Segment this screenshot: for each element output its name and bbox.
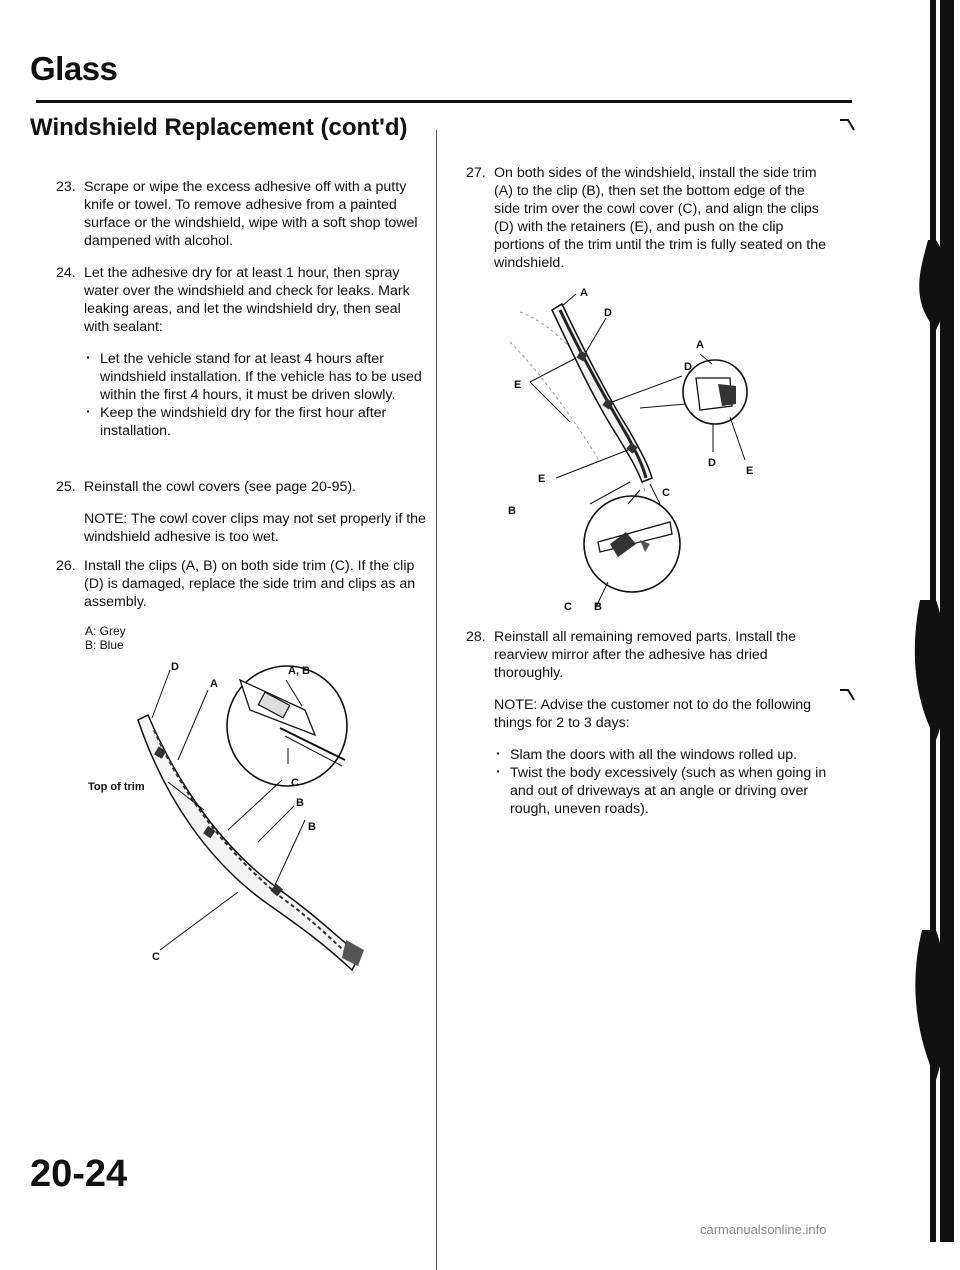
figure-label: B — [508, 505, 516, 517]
step-text: Reinstall the cowl covers (see page 20-95). — [84, 479, 357, 495]
page-number: 20-24 — [30, 1153, 128, 1195]
legend-blue: B: Blue — [85, 638, 124, 652]
figure-label: E — [514, 379, 522, 391]
step-text: Install the clips (A, B) on both side trim (C). If the clip (D) is damaged, replace the side trim and clips as an assembly. — [84, 558, 416, 610]
bullet-item: · Twist the body excessively (such as when going in and out of driveways at an angle or driving over rough, uneven roads). — [494, 764, 834, 818]
figure-label: A — [696, 339, 704, 351]
figure-label: E — [746, 465, 754, 477]
step-text: On both sides of the windshield, install the side trim (A) to the clip (B), then set the bottom edge of the side trim over the cowl cover (C), and align the clips (D) with the retainers (E), and push on the clip portions of the trim until the trim is fully seated on the windshield. — [494, 165, 826, 271]
figure-label: C — [564, 601, 572, 613]
page-edge-marks — [840, 0, 960, 1242]
figure-label: C — [291, 777, 299, 789]
figure-label: D — [171, 661, 179, 673]
step-note: NOTE: Advise the customer not to do the following things for 2 to 3 days: — [494, 697, 812, 731]
bullet-item: · Keep the windshield dry for the first hour after installation. — [84, 404, 429, 440]
figure-label: B — [296, 797, 304, 809]
bullet-list — [494, 746, 834, 818]
install-trim-figure — [500, 282, 820, 622]
step-number: 24. — [56, 265, 76, 281]
section-title: Windshield Replacement (cont'd) — [30, 114, 408, 141]
side-trim-figure — [60, 640, 400, 985]
legend-grey: A: Grey — [85, 624, 126, 638]
bullet-item: · Let the vehicle stand for at least 4 hours after windshield installation. If the vehicle has to be used within the first 4 hours, it must be driven slowly. — [84, 350, 429, 404]
figure-label: B — [594, 601, 602, 613]
step-number: 25. — [56, 479, 76, 495]
figure-label: B — [308, 821, 316, 833]
page-header-title: Glass — [30, 50, 118, 87]
step-number: 26. — [56, 558, 76, 574]
figure-label: A — [210, 678, 218, 690]
bullet-list — [84, 350, 429, 440]
figure-label: D — [604, 307, 612, 319]
step-note: NOTE: The cowl cover clips may not set properly if the windshield adhesive is too wet. — [84, 511, 426, 545]
step-text: Scrape or wipe the excess adhesive off with a putty knife or towel. To remove adhesive from a painted surface or the windshield, wipe with a soft shop towel dampened with alcohol. — [84, 179, 418, 249]
step-number: 27. — [466, 165, 486, 181]
figure-label: Top of trim — [88, 781, 145, 793]
watermark: carmanualsonline.info — [700, 1222, 827, 1237]
figure-label: D — [684, 361, 692, 373]
bullet-item: · Slam the doors with all the windows rolled up. — [494, 746, 834, 764]
figure-label: A — [580, 287, 588, 299]
step-text: Let the adhesive dry for at least 1 hour, then spray water over the windshield and check for leaks. Mark leaking areas, and let the windshield dry, then seal with sealant: — [84, 265, 410, 335]
column-divider — [436, 130, 437, 1270]
step-number: 23. — [56, 179, 76, 195]
header-rule — [36, 100, 852, 103]
step-number: 28. — [466, 629, 486, 645]
figure-label: C — [152, 951, 160, 963]
figure-label: E — [538, 473, 546, 485]
figure-label: A, B — [288, 665, 310, 677]
figure-label: C — [662, 487, 670, 499]
figure-label: D — [708, 457, 716, 469]
step-text: Reinstall all remaining removed parts. Install the rearview mirror after the adhesive has dried thoroughly. — [494, 629, 797, 681]
